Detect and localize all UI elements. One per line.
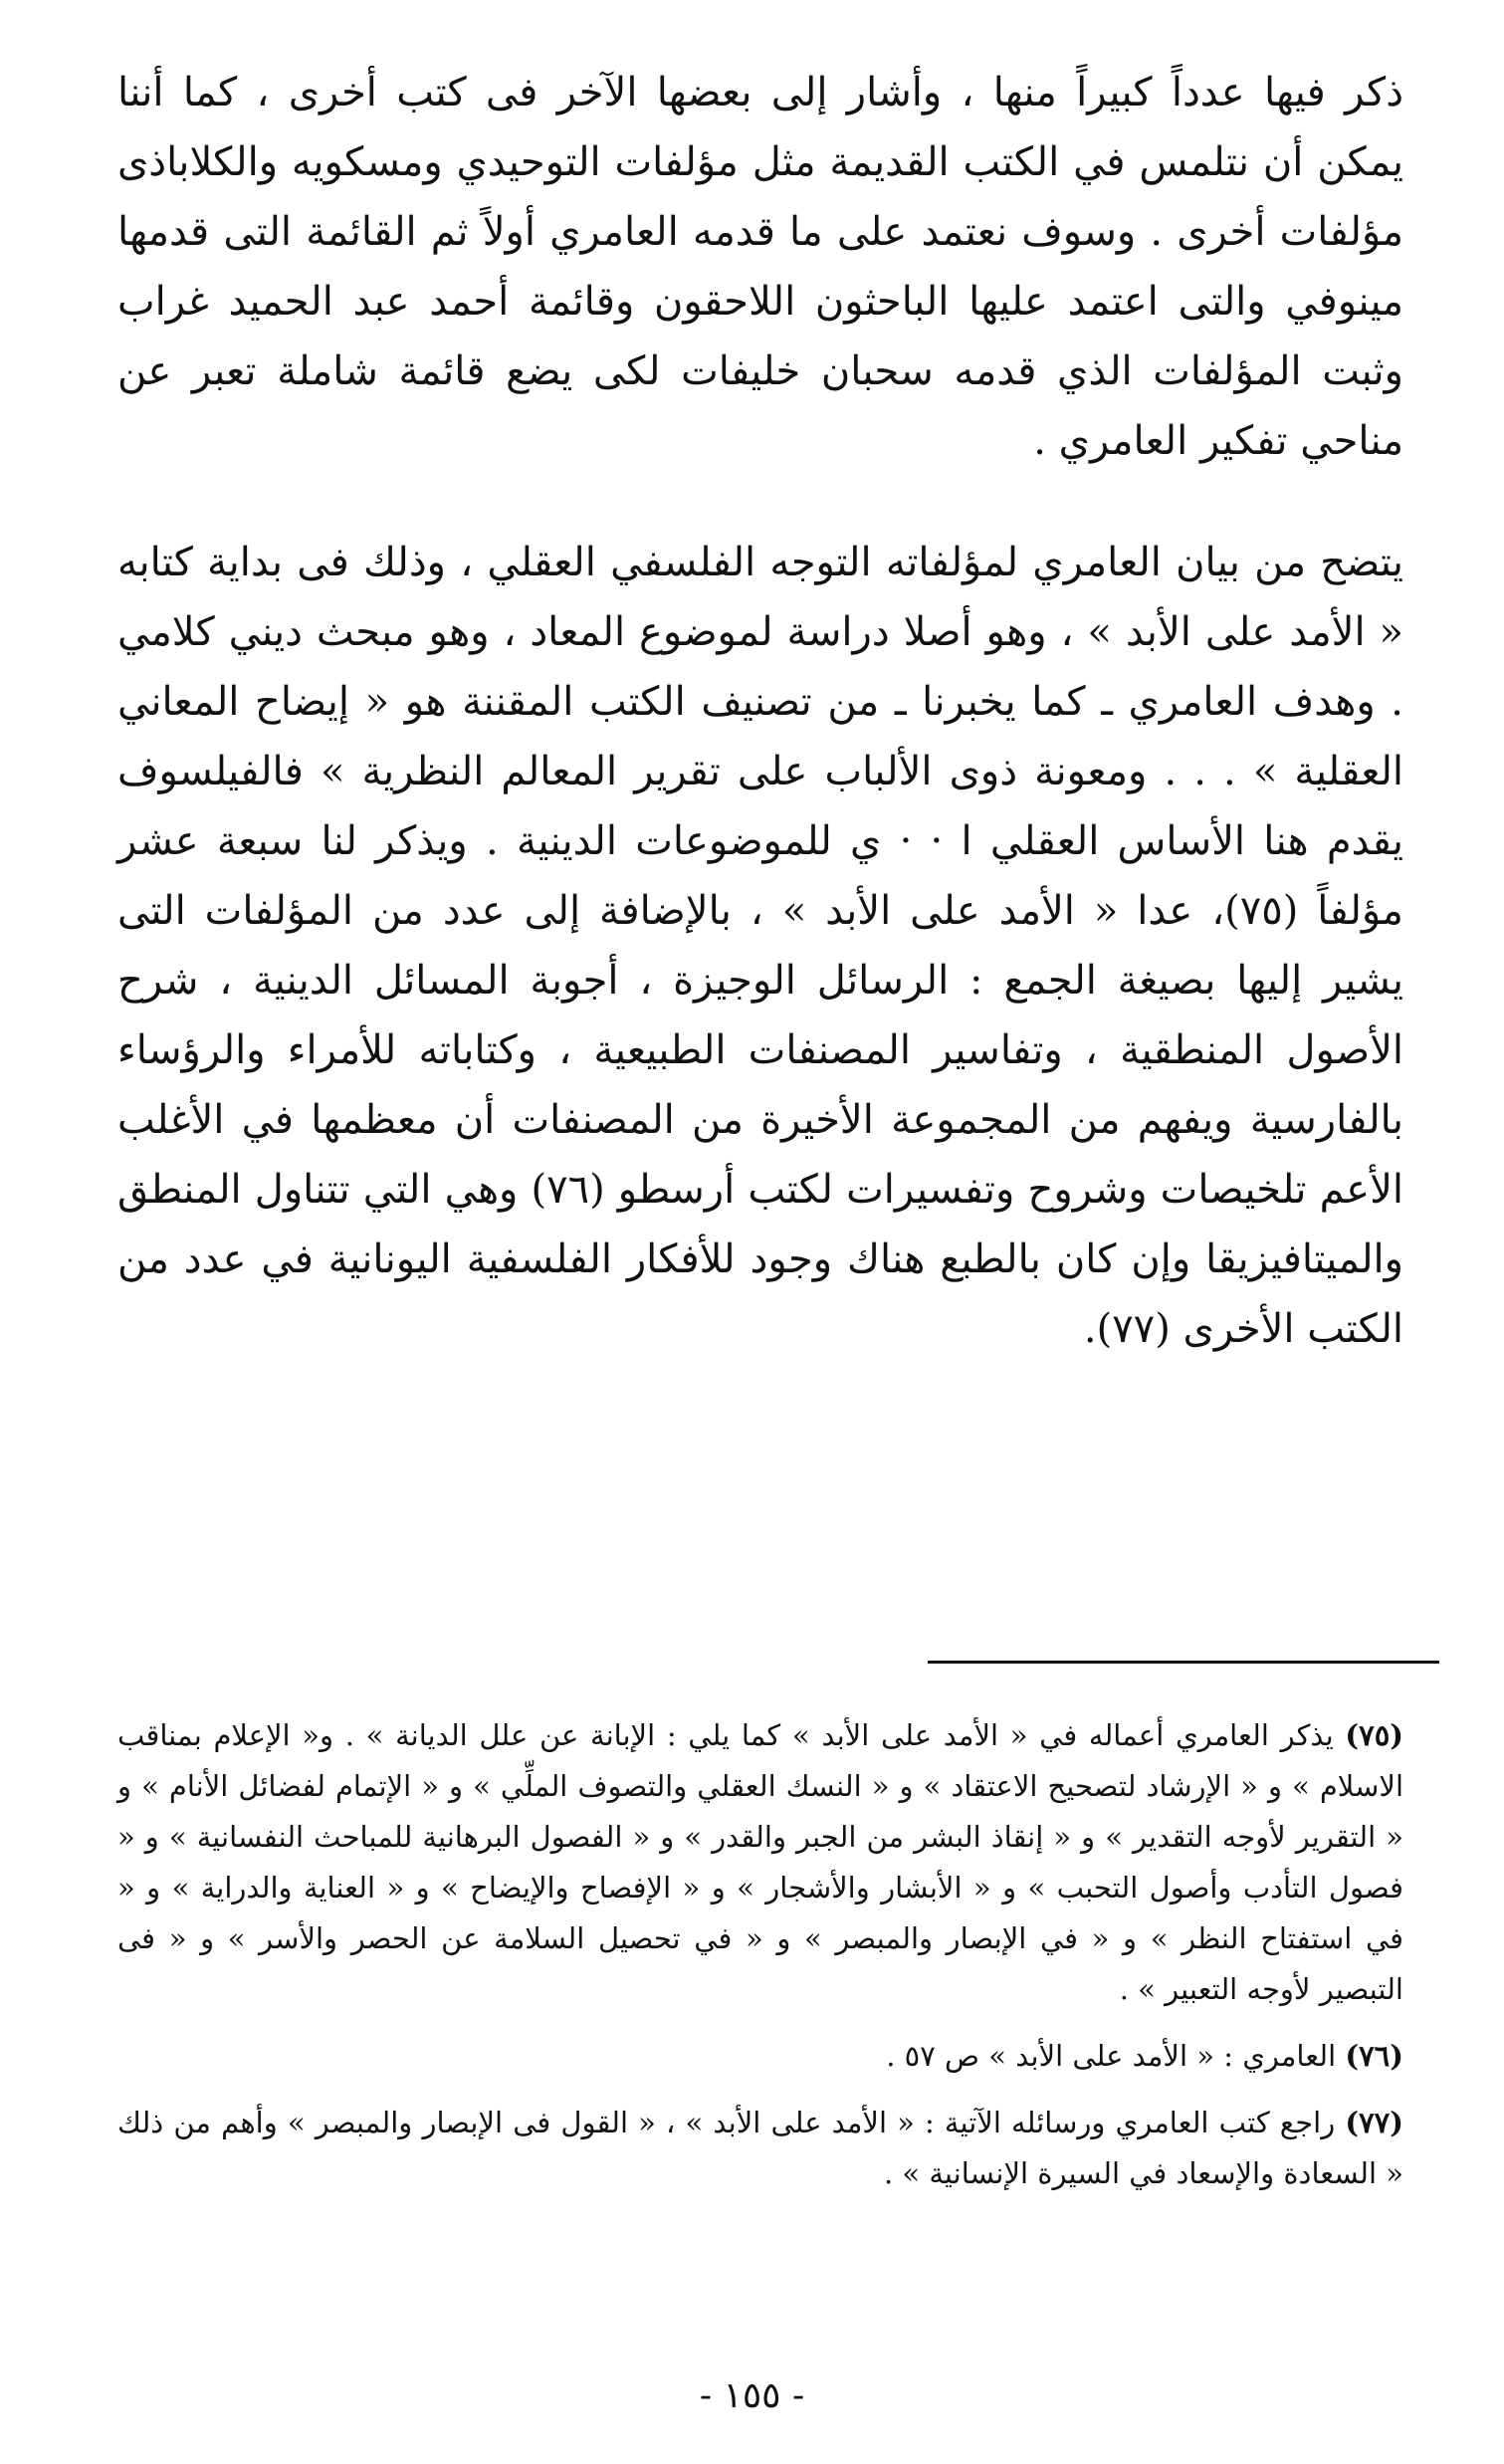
main-text: [117, 58, 1403, 1364]
footnote-text: راجع كتب العامري ورسائله الآتية : « الأمد على الأبد » ، « القول فى الإبصار والمبصر » وأهم من ذلك « السعادة والإسعاد في السيرة الإنسانية » .: [117, 2106, 1403, 2190]
footnote-divider: [928, 1661, 1439, 1664]
footnote-text: العامري : « الأمد على الأبد » ص ٥٧ .: [886, 2039, 1337, 2073]
footnote-text: يذكر العامري أعماله في « الأمد على الأبد » كما يلي : الإبانة عن علل الديانة » . و« الإعلام بمناقب الاسلام » و « الإرشاد لتصحيح الاعتقاد » و « النسك العقلي والتصوف الملِّي » و « الإتمام لفضائل الأنام » و « التقرير لأوجه التقدير » و « إنقاذ البشر من الجبر والقدر » و « الفصول البرهانية للمباحث النفسانية » و « فصول التأدب وأصول التحبب » و « الأبشار والأشجار » و « الإفصاح والإيضاح » و « العناية والدراية » و « في استفتاح النظر » و « في الإبصار والمبصر » و « في تحصيل السلامة عن الحصر والأسر » و « فى التبصير لأوجه التعبير » .: [117, 1718, 1403, 2006]
footnote-75: [117, 1710, 1403, 2015]
footnote-number: (٧٥): [1345, 1718, 1404, 1752]
footnote-number: (٧٦): [1345, 2039, 1403, 2073]
paragraph-1: ذكر فيها عدداً كبيراً منها ، وأشار إلى بعضها الآخر فى كتب أخرى ، كما أننا يمكن أن نتلمس في الكتب القديمة مثل مؤلفات التوحيدي ومسكويه والكلاباذى مؤلفات أخرى . وسوف نعتمد على ما قدمه العامري أولاً ثم القائمة التى قدمها مينوفي والتى اعتمد عليها الباحثون اللاحقون وقائمة أحمد عبد الحميد غراب وثبت المؤلفات الذي قدمه سحبان خليفات لكى يضع قائمة شاملة تعبر عن مناحي تفكير العامري .: [117, 70, 1404, 464]
paragraph-2: يتضح من بيان العامري لمؤلفاته التوجه الفلسفي العقلي ، وذلك فى بداية كتابه « الأمد على الأبد » ، وهو أصلا دراسة لموضوع المعاد ، وهو مبحث ديني كلامي . وهدف العامري ـ كما يخبرنا ـ من تصنيف الكتب المقننة هو « إيضاح المعاني العقلية » . . . ومعونة ذوى الألباب على تقرير المعالم النظرية » فالفيلسوف يقدم هنا الأساس العقلي ا · · ي للموضوعات الدينية . ويذكر لنا سبعة عشر مؤلفاً (٧٥)، عدا « الأمد على الأبد » ، بالإضافة إلى عدد من المؤلفات التى يشير إليها بصيغة الجمع : الرسائل الوجيزة ، أجوبة المسائل الدينية ، شرح الأصول المنطقية ، وتفاسير المصنفات الطبيعية ، وكتاباته للأمراء والرؤساء بالفارسية ويفهم من المجموعة الأخيرة من المصنفات أن معظمها في الأغلب الأعم تلخيصات وشروح وتفسيرات لكتب أرسطو (٧٦) وهي التي تتناول المنطق والميتافيزيقا وإن كان بالطبع هناك وجود للأفكار الفلسفية اليونانية في عدد من الكتب الأخرى (٧٧).: [117, 540, 1404, 1352]
footnote-77: [117, 2098, 1403, 2199]
footnote-76: [117, 2031, 1403, 2082]
page-number: - ١٥٥ -: [699, 2375, 805, 2416]
footnote-number: (٧٧): [1345, 2106, 1403, 2139]
footnotes: [117, 1710, 1403, 2199]
